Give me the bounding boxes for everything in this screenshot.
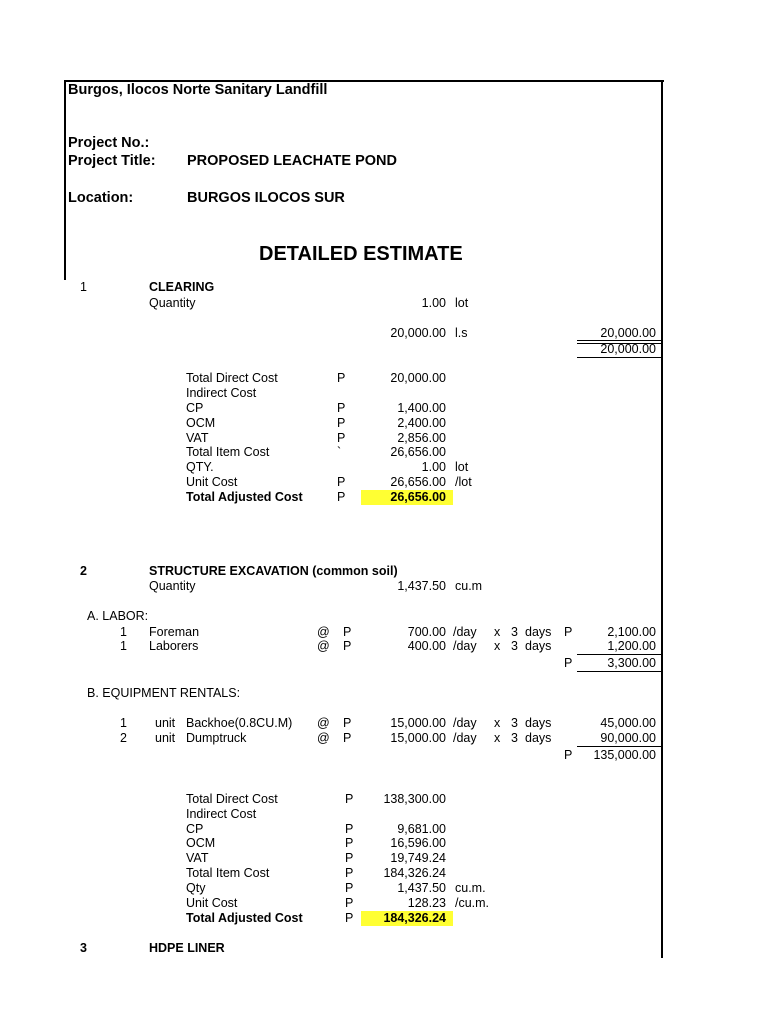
summary-value: 184,326.24 bbox=[383, 866, 446, 880]
document-title: DETAILED ESTIMATE bbox=[259, 243, 463, 265]
summary-label: Unit Cost bbox=[186, 896, 238, 910]
summary-p: P bbox=[337, 371, 346, 385]
item2-quantity: 1,437.50 bbox=[397, 579, 446, 593]
summary-value: 26,656.00 bbox=[390, 475, 446, 489]
labor-days-label: days bbox=[525, 625, 552, 639]
labor-days: 3 bbox=[511, 625, 518, 639]
labor-total-p: P bbox=[564, 656, 573, 670]
item2-quantity-unit: cu.m bbox=[455, 579, 483, 593]
item1-subtotal: 20,000.00 bbox=[600, 342, 656, 356]
labor-days-label: days bbox=[525, 639, 552, 653]
summary-p: P bbox=[337, 416, 346, 430]
summary-value: 19,749.24 bbox=[390, 851, 446, 865]
summary-label: Total Item Cost bbox=[186, 866, 270, 880]
summary-label: QTY. bbox=[186, 460, 214, 474]
summary-label: Total Adjusted Cost bbox=[186, 490, 303, 504]
item2-number: 2 bbox=[80, 564, 87, 578]
summary-unit: lot bbox=[455, 460, 469, 474]
equip-x: x bbox=[494, 731, 501, 745]
summary-value: 26,656.00 bbox=[390, 445, 446, 459]
summary-value: 1,437.50 bbox=[397, 881, 446, 895]
summary-p: P bbox=[337, 490, 346, 504]
location-value: BURGOS ILOCOS SUR bbox=[187, 190, 345, 206]
summary-value: 138,300.00 bbox=[383, 792, 446, 806]
summary-label: Total Item Cost bbox=[186, 445, 270, 459]
equip-rate: 15,000.00 bbox=[390, 716, 446, 730]
item1-ls-amount: 20,000.00 bbox=[390, 326, 446, 340]
summary-label: CP bbox=[186, 822, 204, 836]
labor-heading: A. LABOR: bbox=[87, 609, 149, 623]
item1-quantity-unit: lot bbox=[455, 296, 469, 310]
item1-ls-unit: l.s bbox=[455, 326, 468, 340]
summary-value: 2,856.00 bbox=[397, 431, 446, 445]
equip-days-label: days bbox=[525, 731, 552, 745]
summary-p: P bbox=[345, 836, 354, 850]
equip-days: 3 bbox=[511, 731, 518, 745]
equip-qty: 2 bbox=[120, 731, 127, 745]
labor-at: @ bbox=[317, 625, 330, 639]
labor-name: Laborers bbox=[149, 639, 199, 653]
labor-total-value: 3,300.00 bbox=[607, 656, 656, 670]
summary-label: Indirect Cost bbox=[186, 386, 257, 400]
equip-total: 90,000.00 bbox=[600, 731, 656, 745]
summary-label: Unit Cost bbox=[186, 475, 238, 489]
labor-days: 3 bbox=[511, 639, 518, 653]
labor-p: P bbox=[343, 639, 352, 653]
equip-per: /day bbox=[453, 716, 477, 730]
summary-p: P bbox=[345, 851, 354, 865]
labor-p2: P bbox=[564, 625, 573, 639]
summary-p: P bbox=[337, 431, 346, 445]
equip-total-value: 135,000.00 bbox=[593, 748, 656, 762]
summary-label: Indirect Cost bbox=[186, 807, 257, 821]
summary-label: OCM bbox=[186, 836, 216, 850]
summary-p: P bbox=[345, 822, 354, 836]
project-title: PROPOSED LEACHATE POND bbox=[187, 153, 398, 169]
item3-title: HDPE LINER bbox=[149, 941, 225, 955]
summary-p: P bbox=[345, 792, 354, 806]
labor-total: 2,100.00 bbox=[607, 625, 656, 639]
labor-p: P bbox=[343, 625, 352, 639]
item1-ls-total: 20,000.00 bbox=[600, 326, 656, 340]
item1-total-rule-1 bbox=[577, 340, 661, 341]
summary-p: P bbox=[345, 911, 354, 925]
summary-label: Total Direct Cost bbox=[186, 792, 278, 806]
item1-subtotal-rule bbox=[577, 357, 661, 358]
equip-total-p: P bbox=[564, 748, 573, 762]
item2-total-adjusted-value: 184,326.24 bbox=[383, 911, 446, 925]
summary-p: P bbox=[345, 866, 354, 880]
equip-unit: unit bbox=[155, 716, 176, 730]
equip-total: 45,000.00 bbox=[600, 716, 656, 730]
equip-unit: unit bbox=[155, 731, 176, 745]
item1-quantity: 1.00 bbox=[421, 296, 446, 310]
summary-value: 128.23 bbox=[407, 896, 446, 910]
equip-per: /day bbox=[453, 731, 477, 745]
equip-name: Dumptruck bbox=[186, 731, 247, 745]
equip-days: 3 bbox=[511, 716, 518, 730]
labor-name: Foreman bbox=[149, 625, 200, 639]
labor-per: /day bbox=[453, 625, 477, 639]
labor-per: /day bbox=[453, 639, 477, 653]
summary-label: Qty bbox=[186, 881, 206, 895]
labor-qty: 1 bbox=[120, 639, 127, 653]
item1-number: 1 bbox=[80, 280, 87, 294]
item3-number: 3 bbox=[80, 941, 87, 955]
summary-value: 1.00 bbox=[421, 460, 446, 474]
equip-total-rule bbox=[577, 746, 661, 747]
summary-label: VAT bbox=[186, 851, 209, 865]
equip-name: Backhoe(0.8CU.M) bbox=[186, 716, 293, 730]
summary-label: Total Adjusted Cost bbox=[186, 911, 303, 925]
summary-unit: /lot bbox=[455, 475, 472, 489]
labor-total-rule bbox=[577, 654, 661, 655]
equip-p: P bbox=[343, 731, 352, 745]
summary-unit: /cu.m. bbox=[455, 896, 490, 910]
frame-left-border bbox=[64, 80, 66, 280]
summary-p: P bbox=[345, 881, 354, 895]
summary-p: ` bbox=[337, 445, 342, 459]
labor-x: x bbox=[494, 639, 501, 653]
equip-rate: 15,000.00 bbox=[390, 731, 446, 745]
item1-title: CLEARING bbox=[149, 280, 215, 294]
item2-title: STRUCTURE EXCAVATION (common soil) bbox=[149, 564, 398, 578]
item1-quantity-label: Quantity bbox=[149, 296, 196, 310]
labor-rate: 700.00 bbox=[407, 625, 446, 639]
summary-label: CP bbox=[186, 401, 204, 415]
summary-p: P bbox=[337, 475, 346, 489]
equip-qty: 1 bbox=[120, 716, 127, 730]
summary-p: P bbox=[337, 401, 346, 415]
equipment-heading: B. EQUIPMENT RENTALS: bbox=[87, 686, 241, 700]
summary-value: 9,681.00 bbox=[397, 822, 446, 836]
summary-label: Total Direct Cost bbox=[186, 371, 278, 385]
labor-total-underline bbox=[577, 671, 661, 672]
labor-x: x bbox=[494, 625, 501, 639]
summary-unit: cu.m. bbox=[455, 881, 486, 895]
frame-right-border bbox=[661, 80, 663, 958]
equip-p: P bbox=[343, 716, 352, 730]
item2-quantity-label: Quantity bbox=[149, 579, 196, 593]
summary-value: 2,400.00 bbox=[397, 416, 446, 430]
item1-total-adjusted-value: 26,656.00 bbox=[390, 490, 446, 504]
summary-label: VAT bbox=[186, 431, 209, 445]
equip-x: x bbox=[494, 716, 501, 730]
project-title-label: Project Title: bbox=[68, 153, 156, 169]
site-name: Burgos, Ilocos Norte Sanitary Landfill bbox=[68, 82, 328, 98]
equip-at: @ bbox=[317, 716, 330, 730]
summary-value: 20,000.00 bbox=[390, 371, 446, 385]
labor-at: @ bbox=[317, 639, 330, 653]
summary-label: OCM bbox=[186, 416, 216, 430]
project-no-label: Project No.: bbox=[68, 135, 150, 151]
summary-value: 16,596.00 bbox=[390, 836, 446, 850]
equip-days-label: days bbox=[525, 716, 552, 730]
equip-at: @ bbox=[317, 731, 330, 745]
labor-qty: 1 bbox=[120, 625, 127, 639]
location-label: Location: bbox=[68, 190, 134, 206]
labor-total: 1,200.00 bbox=[607, 639, 656, 653]
labor-rate: 400.00 bbox=[407, 639, 446, 653]
summary-p: P bbox=[345, 896, 354, 910]
summary-value: 1,400.00 bbox=[397, 401, 446, 415]
